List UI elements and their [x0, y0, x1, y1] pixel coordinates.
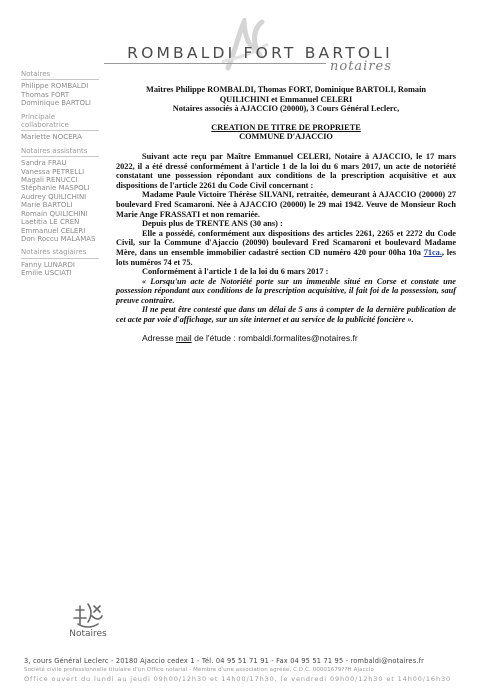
mail-link[interactable]: mail: [175, 332, 192, 343]
sidebar-section-title: Notaires stagiaires: [21, 248, 99, 258]
paragraph-quote-end: Il ne peut être contesté que dans un délai de 5 ans à compter de la dernière publication de cet acte par voie d'affichage, sur un site internet et au service de la publicité foncière ».: [116, 305, 456, 325]
footer-logo-text: Notaires: [69, 629, 107, 639]
notice-subtitle: COMMUNE D'AJACCIO: [239, 132, 333, 142]
sidebar-name: Laetitia LE CREN: [21, 218, 80, 227]
sidebar-name: Vanessa PETRELLI: [21, 167, 85, 176]
sidebar-name: Marie BARTOLI: [21, 201, 73, 210]
sidebar-section-title: Principale collaboratrice: [21, 113, 99, 132]
contact-address: [116, 334, 456, 344]
title-block: [116, 123, 456, 142]
paragraph-property: [116, 229, 456, 267]
footer-contact: 3, cours Général Leclerc - 20180 Ajaccio cedex 1 - Tél. 04 95 51 71 91 - Fax 04 95 51 71 95 - rombaldi@notaires.fr: [24, 657, 425, 665]
property-text-end: , les lots numéros 74 et 75.: [116, 247, 456, 267]
sidebar-name: Don Roccu MALAMAS: [21, 234, 96, 243]
paragraph-intro: Suivant acte reçu par Maître Emmanuel CELERI, Notaire à AJACCIO, le 17 mars 2022, il a été dressé conformément à l'article 1 de la loi du 6 mars 2017, un acte de notoriété constatant une possession répondant aux conditions de la prescription acquisitive et aux dispositions de l'article 2261 du Code Civil concernant :: [116, 151, 456, 190]
sidebar-name: Emmanuel CELERI: [21, 226, 86, 235]
footer-legal: Société civile professionnelle titulaire d'un Office notarial - Membre d'une association agréée, C.D.C. 00001679??H Ajaccio: [24, 667, 374, 673]
firm-name: ROMBALDI FORT BARTOLI: [127, 44, 393, 62]
sidebar-section-stagiaires: [21, 248, 99, 277]
sidebar-section-collaboratrice: [21, 113, 99, 142]
paragraph-duration: Depuis plus de TRENTE ANS (30 ans) :: [142, 219, 283, 229]
header-logo: [0, 14, 489, 74]
sidebar-section-notaires: [21, 70, 99, 108]
sidebar-name: Magali RENUCCI: [21, 176, 78, 185]
header-divider: [104, 63, 326, 64]
sidebar-name: Emilie USCIATI: [21, 269, 72, 278]
sidebar-name: Fanny LUNARDI: [21, 260, 75, 269]
sidebar-name: Stéphanie MASPOLI: [21, 184, 90, 193]
property-text: Elle a possédé, conformément aux dispositions des articles 2261, 2265 et 2272 du Code Civil, sur la Commune d'Ajaccio (20090) boulevard Fred Scamaroni et boulevard Madame Mère, dans un ensemble immobilier cadastré section CD numéro 420 pour 00ha 10a: [116, 228, 456, 257]
sidebar-name: Romain QUILICHINI: [21, 209, 88, 218]
sidebar-name: Audrey QUILICHINI: [21, 192, 87, 201]
sidebar-section-title: Notaires assistants: [21, 147, 99, 157]
sidebar-name: Philippe ROMBALDI: [21, 82, 89, 91]
sidebar-name: Thomas FORT: [21, 90, 70, 99]
sidebar-name: Mariette NOCERA: [21, 133, 82, 142]
paragraph-quote: « Lorsqu'un acte de Notoriété porte sur un immeuble situé en Corse et constate une possession répondant aux conditions de la prescription acquisitive, il fait foi de la possession, sauf preuve contraire.: [116, 276, 456, 305]
address-label: Adresse: [142, 332, 176, 343]
staff-sidebar: [21, 70, 99, 283]
authors-line: Notaires associés à AJACCIO (20000), 3 Cours Général Leclerc,: [172, 104, 400, 114]
authors-line: QUILICHINI et Emmanuel CELERI: [219, 94, 353, 104]
notice-body: [116, 85, 456, 343]
area-link[interactable]: 71ca.: [423, 247, 442, 257]
sidebar-section-title: Notaires: [21, 70, 99, 80]
notice-title: CREATION DE TITRE DE PROPRIETE: [211, 122, 361, 132]
authors-line: Maîtres Philippe ROMBALDI, Thomas FORT, Dominique BARTOLI, Romain: [145, 85, 426, 94]
paragraph-owner: Madame Paule Victoire Thérèse SILVANI, retraitée, demeurant à AJACCIO (20000) 27 boulevard Fred Scamaroni. Née à AJACCIO (20000) le 29 mai 1942. Veuve de Monsieur Roch Marie Ange FRASSATI et non remariée.: [116, 190, 456, 219]
paragraph-law: Conformément à l'article 1 de la loi du 6 mars 2017 :: [142, 267, 329, 277]
firm-subtitle: notaires: [330, 59, 392, 74]
footer-hours: Office ouvert du lundi au jeudi 09h00/12h30 et 14h00/17h30, le vendredi 09h00/12h30 et 14h00/16h30: [24, 675, 452, 683]
sidebar-name: Dominique BARTOLI: [21, 99, 91, 108]
sidebar-section-assistants: [21, 147, 99, 243]
sidebar-name: Sandra FRAU: [21, 159, 67, 168]
authors-block: [116, 85, 456, 114]
address-email: de l'étude : rombaldi.formalites@notaires.fr: [191, 332, 358, 343]
